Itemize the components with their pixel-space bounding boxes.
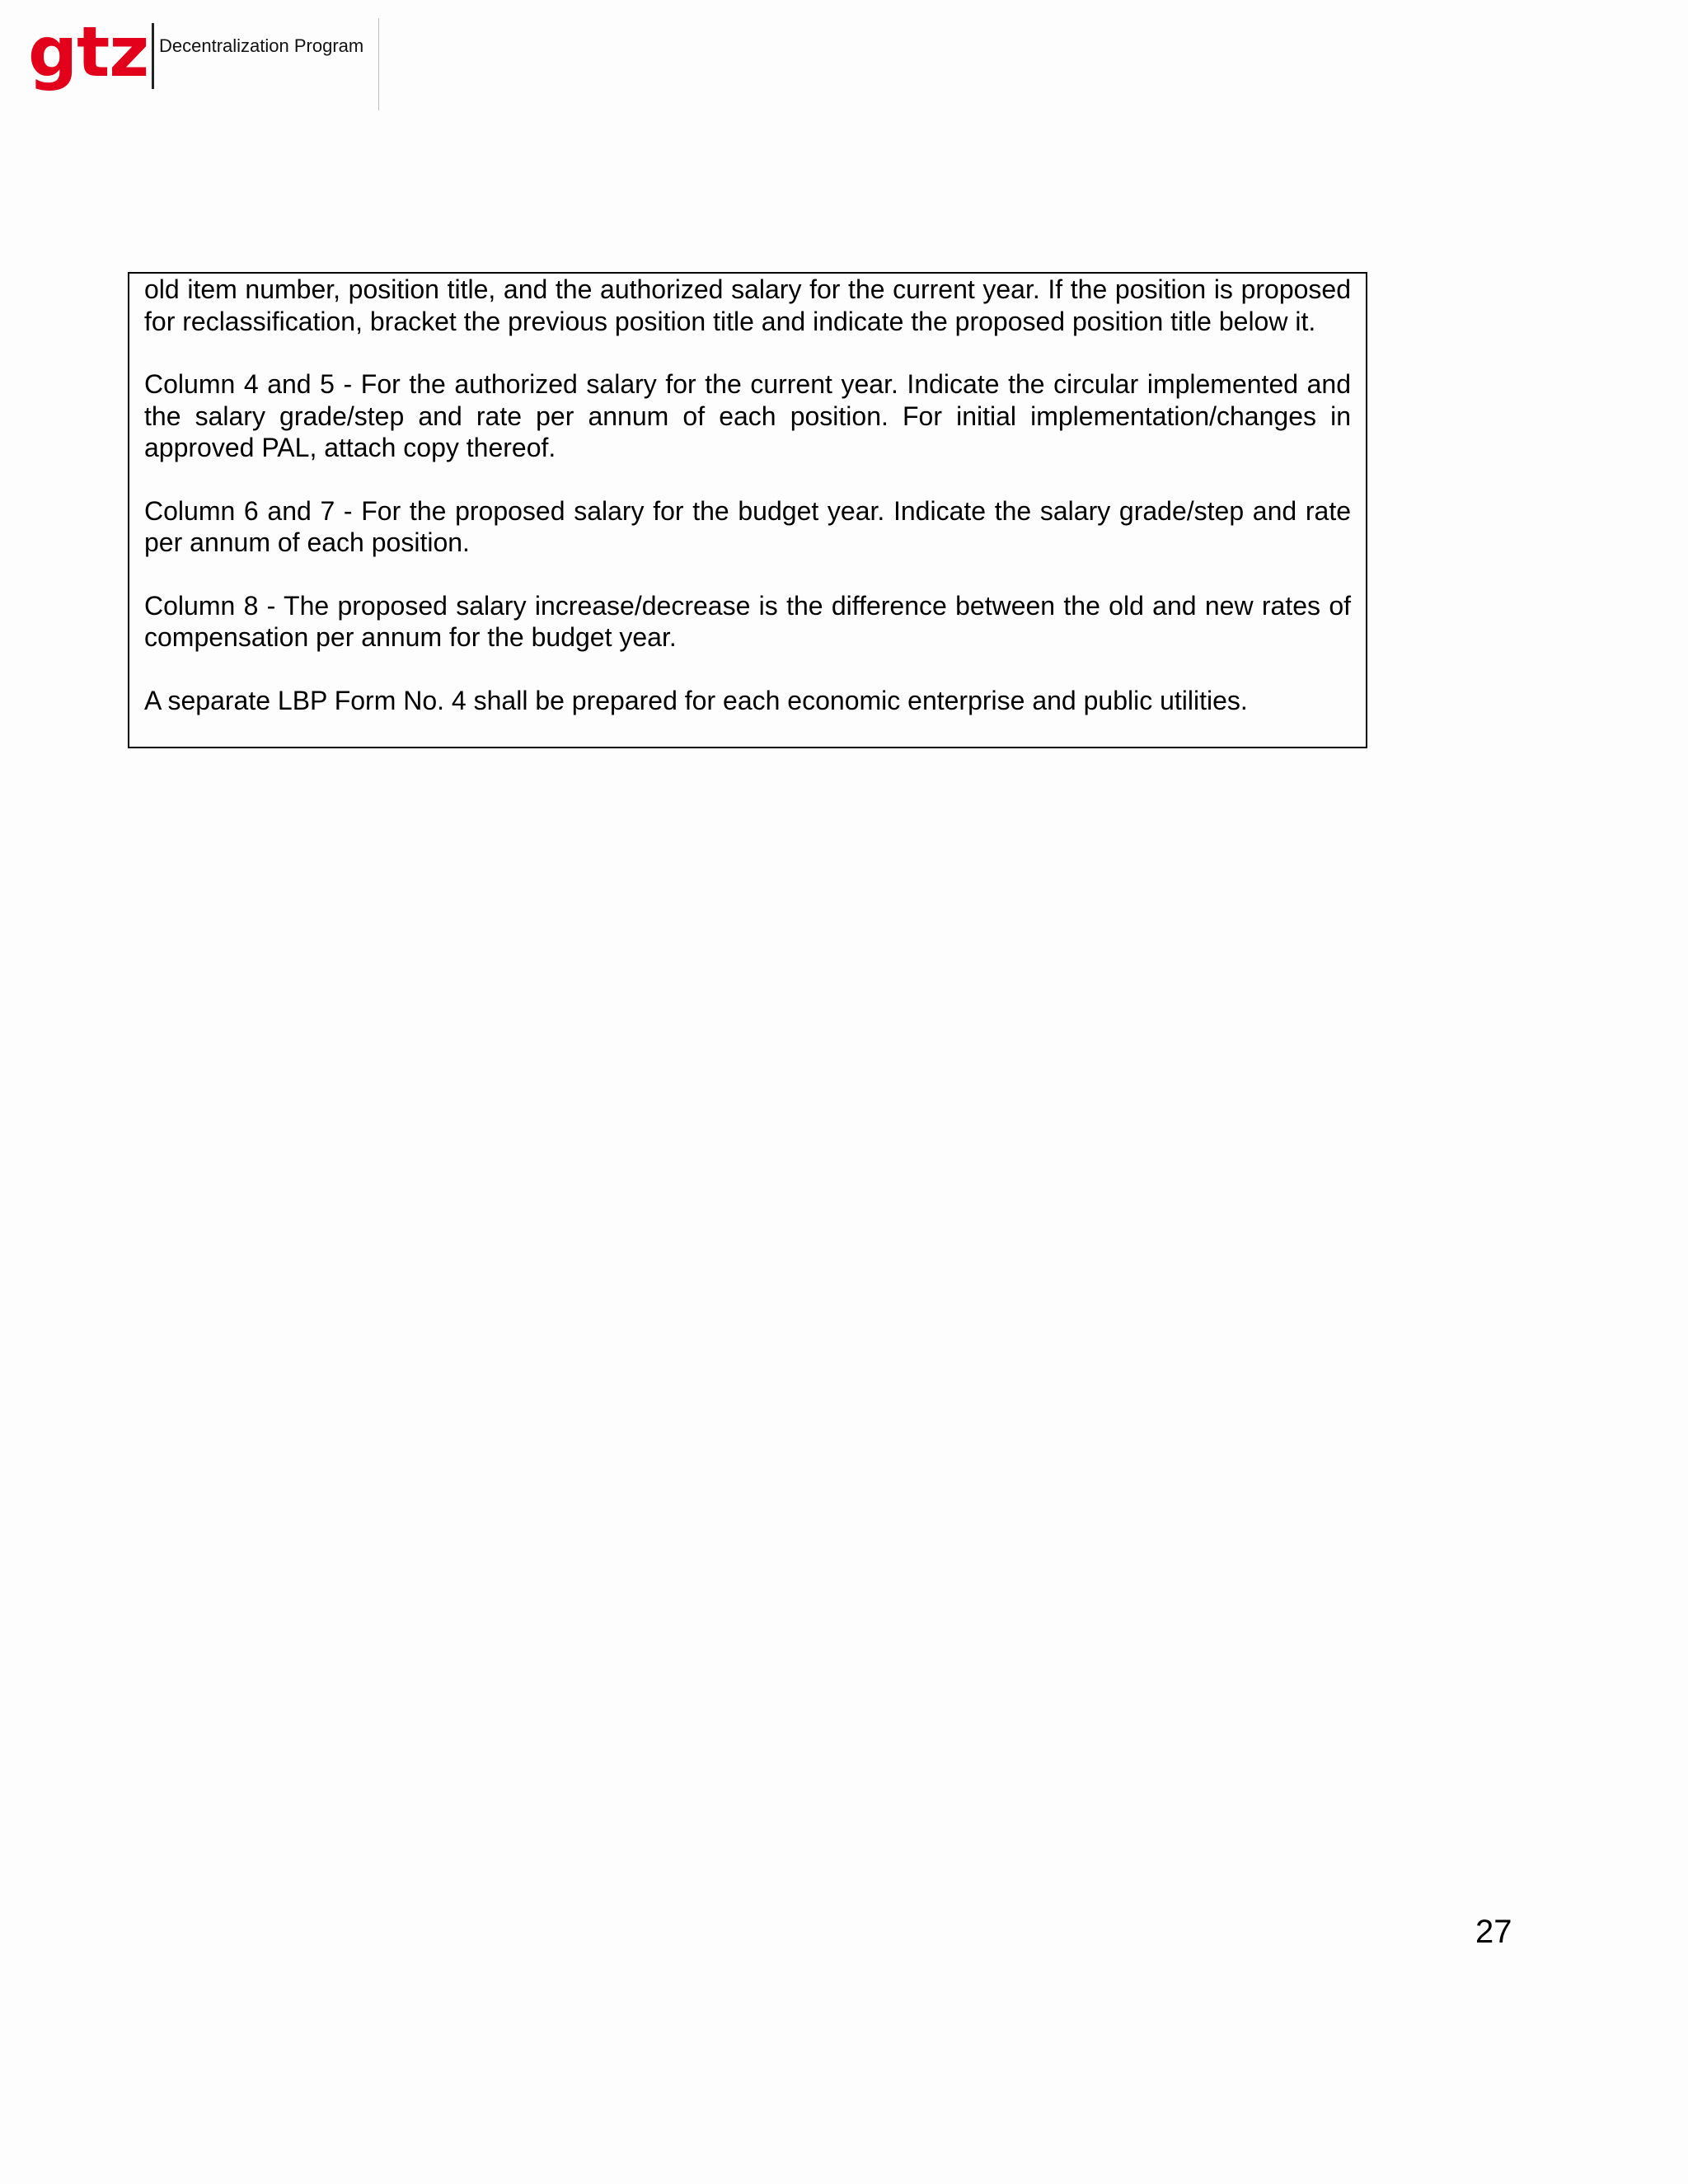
gtz-logo: gtz [28, 12, 149, 92]
instruction-paragraph: Column 8 - The proposed salary increase/decrease is the difference between the old and new rates of compensation per annum for the budget year. [144, 590, 1351, 652]
instruction-paragraph: old item number, position title, and the authorized salary for the current year. If the position is proposed for reclassification, bracket the previous position title and indicate the proposed position title below it. [144, 274, 1351, 336]
instruction-paragraph: Column 4 and 5 - For the authorized salary for the current year. Indicate the circular implemented and the salary grade/step and rate per annum of each position. For initial implementation/changes in approved PAL, attach copy thereof. [144, 369, 1351, 462]
instruction-paragraph: Column 6 and 7 - For the proposed salary for the budget year. Indicate the salary grade/step and rate per annum of each position. [144, 495, 1351, 557]
logo-divider [152, 23, 154, 89]
page-header [0, 0, 387, 115]
page-number: 27 [1475, 1914, 1512, 1950]
header-rule [378, 18, 379, 110]
instruction-paragraph: A separate LBP Form No. 4 shall be prepared for each economic enterprise and public utilities. [144, 685, 1248, 715]
instructions-box [128, 272, 1367, 748]
program-name: Decentralization Program [159, 35, 364, 56]
